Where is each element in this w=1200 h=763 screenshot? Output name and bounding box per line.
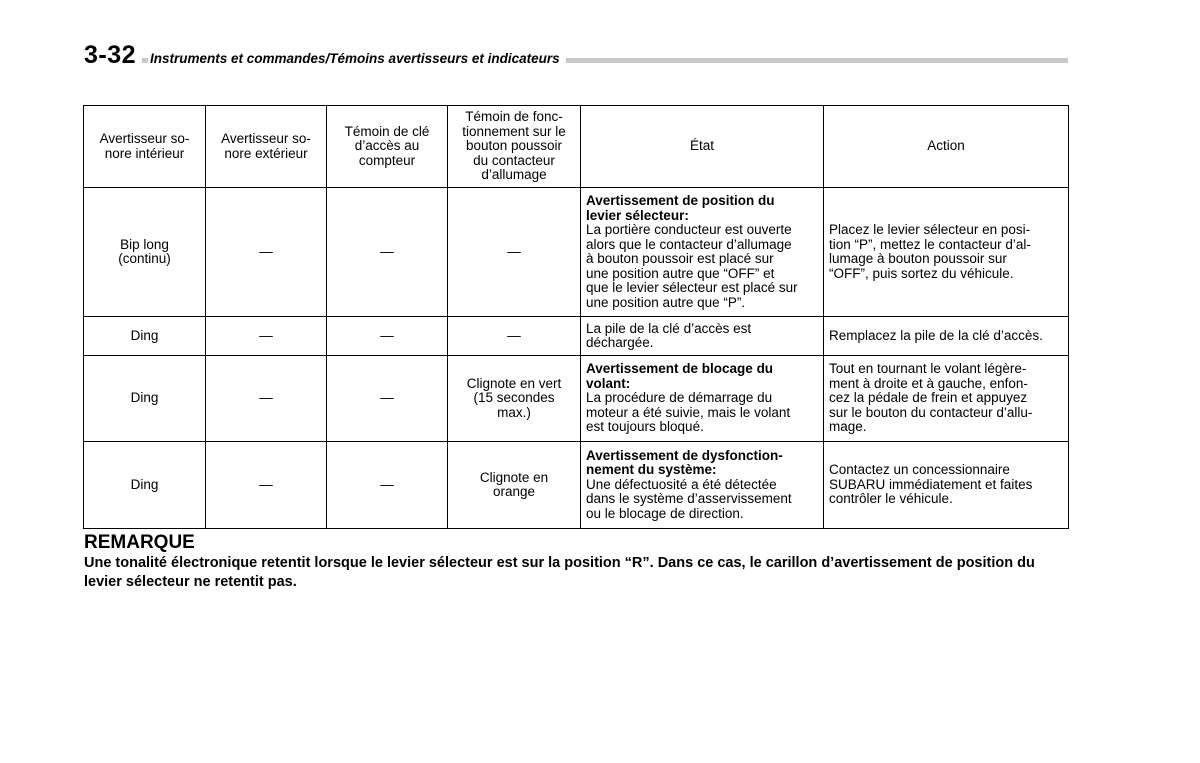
cell-key-indicator: — bbox=[327, 356, 448, 442]
state-text: La portière conducteur est ouverte alors que le contacteur d’allumage à bouton poussoir est placé sur une position autre que “OFF” et que le levier sélecteur est placé sur une position autre que “P”. bbox=[586, 222, 798, 310]
cell-button-indicator: Clignote en vert (15 secondes max.) bbox=[448, 356, 581, 442]
table-row bbox=[84, 356, 1069, 442]
cell-exterior: — bbox=[206, 317, 327, 356]
state-text: La pile de la clé d’accès est déchargée. bbox=[586, 320, 752, 350]
cell-key-indicator: — bbox=[327, 188, 448, 317]
cell-exterior: — bbox=[206, 188, 327, 317]
cell-state bbox=[581, 356, 824, 442]
cell-interior: Ding bbox=[84, 317, 206, 356]
page-number: 3-32 bbox=[84, 40, 142, 70]
cell-action: Placez le levier sélecteur en posi- tion “P”, mettez le contacteur d’al- lumage à bouton poussoir sur “OFF”, puis sortez du véhicule. bbox=[824, 188, 1069, 317]
cell-action: Remplacez la pile de la clé d’accès. bbox=[824, 317, 1069, 356]
state-text: Une défectuosité a été détectée dans le système d’asservissement ou le blocage de direction. bbox=[586, 476, 792, 521]
cell-action: Contactez un concessionnaire SUBARU immédiatement et faites contrôler le véhicule. bbox=[824, 442, 1069, 529]
column-header-key-indicator: Témoin de clé d’accès au compteur bbox=[327, 106, 448, 188]
cell-button-indicator: — bbox=[448, 188, 581, 317]
cell-state bbox=[581, 188, 824, 317]
state-title: Avertissement de dysfonction- nement du système: bbox=[586, 447, 783, 478]
column-header-action: Action bbox=[824, 106, 1069, 188]
state-title: Avertissement de position du levier sélecteur: bbox=[586, 193, 775, 223]
cell-state bbox=[581, 442, 824, 529]
column-header-interior-buzzer: Avertisseur so- nore intérieur bbox=[84, 106, 206, 188]
column-header-state: État bbox=[581, 106, 824, 188]
cell-interior: Ding bbox=[84, 356, 206, 442]
cell-key-indicator: — bbox=[327, 442, 448, 529]
table-row bbox=[84, 442, 1069, 529]
cell-exterior: — bbox=[206, 356, 327, 442]
state-title: Avertissement de blocage du volant: bbox=[586, 361, 774, 391]
cell-action: Tout en tournant le volant légère- ment à droite et à gauche, enfon- cez la pédale de frein et appuyez sur le bouton du contacteur d’allu- mage. bbox=[824, 356, 1069, 442]
cell-button-indicator: Clignote en orange bbox=[448, 442, 581, 529]
cell-interior: Bip long (continu) bbox=[84, 188, 206, 317]
cell-key-indicator: — bbox=[327, 317, 448, 356]
warning-table bbox=[83, 105, 1069, 529]
table-row bbox=[84, 188, 1069, 317]
cell-interior: Ding bbox=[84, 442, 206, 529]
table-row bbox=[84, 317, 1069, 356]
table-header-row bbox=[84, 106, 1069, 188]
cell-state bbox=[581, 317, 824, 356]
cell-exterior: — bbox=[206, 442, 327, 529]
remark-title: REMARQUE bbox=[84, 532, 195, 553]
cell-button-indicator: — bbox=[448, 317, 581, 356]
page-header bbox=[84, 40, 1068, 70]
remark-text: Une tonalité électronique retentit lorsque le levier sélecteur est sur la position “R”. Dans ce cas, le carillon d’avertissement de position du levier sélecteur ne retentit pas. bbox=[84, 555, 1035, 590]
column-header-button-indicator: Témoin de fonc- tionnement sur le bouton poussoir du contacteur d’allumage bbox=[448, 106, 581, 188]
state-text: La procédure de démarrage du moteur a été suivie, mais le volant est toujours bloqué. bbox=[586, 390, 791, 435]
section-title: Instruments et commandes/Témoins avertisseurs et indicateurs bbox=[148, 51, 566, 67]
column-header-exterior-buzzer: Avertisseur so- nore extérieur bbox=[206, 106, 327, 188]
remark-section bbox=[84, 532, 1074, 592]
